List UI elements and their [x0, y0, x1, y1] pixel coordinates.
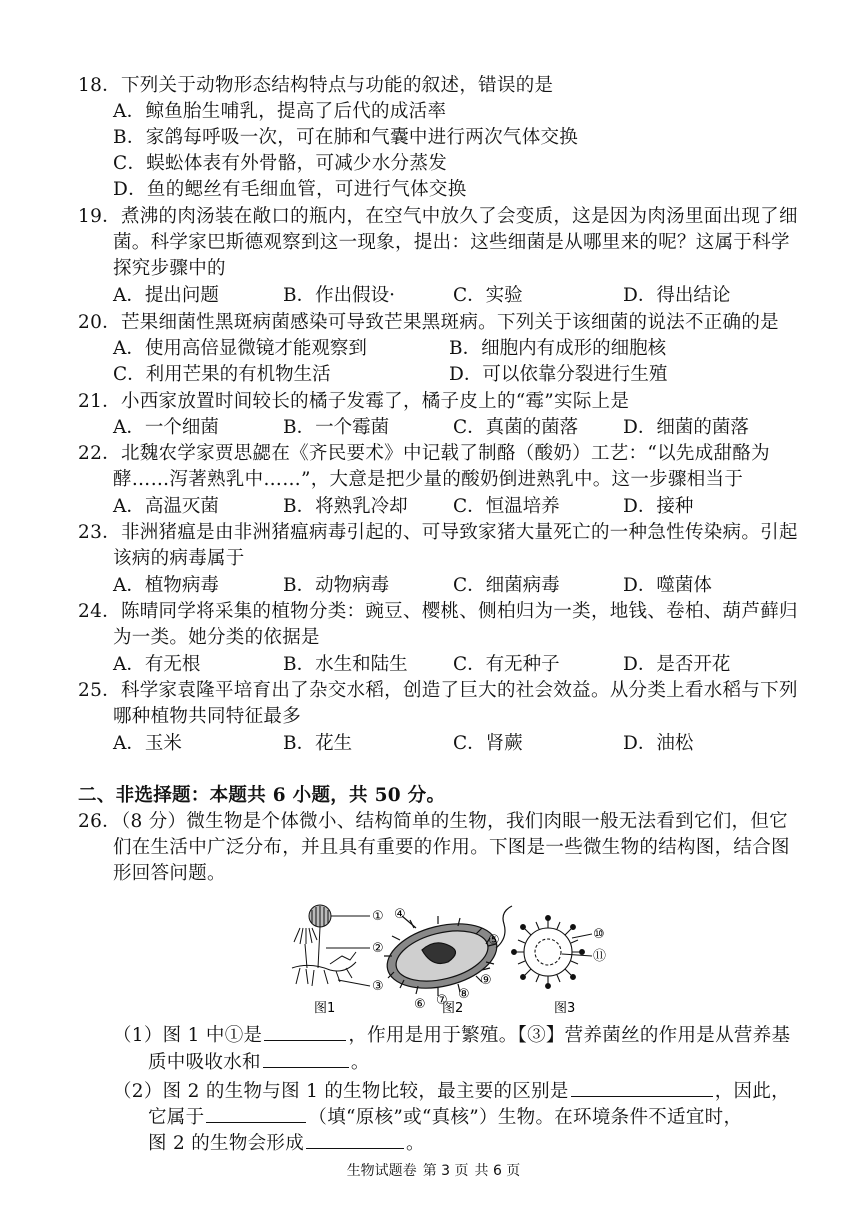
q25-options [113, 731, 793, 757]
q26-sub2-text-a: （2）图 2 的生物与图 1 的生物比较，最主要的区别是 [113, 1081, 569, 1102]
q24-option-b: B．水生和陆生 [283, 654, 408, 675]
q26-sub1-text-b: ，作用是用于繁殖。【③】营养菌丝的作用是从营养基 [348, 1025, 791, 1046]
answer-blank-3[interactable] [571, 1076, 713, 1097]
q25-option-a: A．玉米 [113, 733, 182, 754]
q26-sub1-text-a: （1）图 1 中①是 [113, 1025, 263, 1046]
q26-sub2-text-d: （填“原核”或“真核”）生物。在环境条件不适宜时， [308, 1107, 743, 1128]
marker-6: ⑥ [414, 997, 426, 1012]
q24-stem-line-1: 24．陈晴同学将采集的植物分类：豌豆、樱桃、侧柏归为一类，地钱、卷柏、葫芦藓归 [78, 601, 798, 622]
q26-stem-line-3: 形回答问题。 [113, 863, 226, 884]
q24-stem-line-2: 为一类。她分类的依据是 [113, 627, 320, 648]
marker-1: ① [372, 909, 384, 924]
q25-stem-line-2: 哪种植物共同特征最多 [113, 706, 302, 727]
marker-7: ⑦ [436, 993, 448, 1008]
figure-1-mold [292, 905, 370, 986]
marker-10: ⑩ [593, 927, 605, 942]
q19-stem-line-2: 菌。科学家巴斯德观察到这一现象，提出：这些细菌是从哪里来的呢？这属于科学 [113, 232, 790, 253]
q20-option-d: D．可以依靠分裂进行生殖 [449, 364, 668, 385]
marker-5: ⑤ [488, 933, 500, 948]
footer-subject: 生物试题卷 [346, 1163, 417, 1179]
q20-option-b: B．细胞内有成形的细胞核 [449, 338, 667, 359]
marker-8: ⑧ [458, 987, 470, 1002]
q23-option-c: C．细菌病毒 [453, 575, 560, 596]
q22-option-a: A．高温灭菌 [113, 496, 219, 517]
q19-option-a: A．提出问题 [113, 285, 219, 306]
q19-options [113, 283, 793, 309]
q19-stem-line-1: 19．煮沸的肉汤装在敞口的瓶内，在空气中放久了会变质，这是因为肉汤里面出现了细 [78, 206, 798, 227]
footer-total-pages: 共 6 页 [474, 1163, 521, 1179]
q20-option-a: A．使用高倍显微镜才能观察到 [113, 338, 367, 359]
q22-options [113, 494, 793, 520]
q25-option-c: C．肾蕨 [453, 733, 523, 754]
marker-11: ⑪ [593, 949, 607, 964]
q22-option-b: B．将熟乳冷却 [283, 496, 408, 517]
q21-options [113, 415, 793, 441]
q21-stem: 21．小西家放置时间较长的橘子发霉了，橘子皮上的“霉”实际上是 [78, 391, 630, 412]
q24-option-a: A．有无根 [113, 654, 201, 675]
q25-option-b: B．花生 [283, 733, 353, 754]
section-2-heading: 二、非选择题：本题共 6 小题，共 50 分。 [78, 785, 446, 806]
q24-option-c: C．有无种子 [453, 654, 560, 675]
q26-sub1-text-d: 。 [350, 1052, 370, 1073]
q26-stem-line-2: 们在生活中广泛分布，并且具有重要的作用。下图是一些微生物的结构图，结合图 [113, 837, 790, 858]
q24-options [113, 652, 793, 678]
q20-option-c: C．利用芒果的有机物生活 [113, 364, 331, 385]
q20-stem: 20．芒果细菌性黑斑病菌感染可导致芒果黑斑病。下列关于该细菌的说法不正确的是 [78, 312, 779, 333]
microorganism-figure [290, 898, 630, 1016]
marker-4: ④ [394, 907, 406, 922]
q23-stem-line-2: 该病的病毒属于 [113, 548, 245, 569]
page-footer [0, 1160, 867, 1180]
q26-stem-line-1: 26．（8 分）微生物是个体微小、结构简单的生物，我们肉眼一般无法看到它们，但它 [78, 811, 788, 832]
q20-options-row-1 [113, 336, 785, 362]
answer-blank-4[interactable] [206, 1102, 306, 1123]
q18-option-c: C．蜈蚣体表有外骨骼，可减少水分蒸发 [113, 153, 448, 174]
q23-option-b: B．动物病毒 [283, 575, 390, 596]
q25-stem-line-1: 25．科学家袁隆平培育出了杂交水稻，创造了巨大的社会效益。从分类上看水稻与下列 [78, 680, 798, 701]
q26-sub2-line-2 [148, 1102, 742, 1131]
q22-option-d: D．接种 [623, 496, 694, 517]
q26-sub2-line-1 [113, 1076, 790, 1105]
q21-option-d: D．细菌的菌落 [623, 417, 749, 438]
q19-stem-line-3: 探究步骤中的 [113, 258, 226, 279]
q26-sub1-text-c: 质中吸收水和 [148, 1052, 261, 1073]
q18-stem: 18．下列关于动物形态结构特点与功能的叙述，错误的是 [78, 75, 554, 96]
marker-9: ⑨ [480, 973, 492, 988]
figure-2-caption: 图2 [442, 1001, 464, 1016]
q22-stem-line-1: 22．北魏农学家贾思勰在《齐民要术》中记载了制酪（酸奶）工艺：“以先成甜酪为 [78, 443, 770, 464]
q21-option-b: B．一个霉菌 [283, 417, 390, 438]
q19-option-c: C．实验 [453, 285, 523, 306]
q23-option-d: D．噬菌体 [623, 575, 712, 596]
figure-3-virus [512, 916, 592, 989]
q20-options-row-2 [113, 362, 785, 388]
figure-3-caption: 图3 [554, 1001, 576, 1016]
answer-blank-1[interactable] [264, 1020, 346, 1041]
q25-option-d: D．油松 [623, 733, 694, 754]
q19-option-d: D．得出结论 [623, 285, 731, 306]
answer-blank-5[interactable] [306, 1128, 404, 1149]
q26-sub2-line-3 [148, 1128, 425, 1157]
footer-page-number: 第 3 页 [422, 1163, 469, 1179]
q23-option-a: A．植物病毒 [113, 575, 219, 596]
q26-sub2-text-f: 。 [406, 1133, 425, 1154]
q26-sub1-line-2 [148, 1047, 370, 1076]
q21-option-a: A．一个细菌 [113, 417, 219, 438]
q23-stem-line-1: 23．非洲猪瘟是由非洲猪瘟病毒引起的、可导致家猪大量死亡的一种急性传染病。引起 [78, 522, 798, 543]
q23-options [113, 573, 793, 599]
q18-option-b: B．家鸽每呼吸一次，可在肺和气囊中进行两次气体交换 [113, 127, 579, 148]
q21-option-c: C．真菌的菌落 [453, 417, 579, 438]
q18-option-a: A．鲸鱼胎生哺乳，提高了后代的成活率 [113, 101, 447, 122]
q26-sub2-text-c: 它属于 [148, 1107, 205, 1128]
q22-stem-line-2: 酵……泻著熟乳中……”，大意是把少量的酸奶倒进熟乳中。这一步骤相当于 [113, 469, 744, 490]
answer-blank-2[interactable] [263, 1047, 349, 1068]
marker-2: ② [372, 941, 384, 956]
q26-sub1-line-1 [113, 1020, 790, 1049]
q26-sub2-text-e: 图 2 的生物会形成 [148, 1133, 305, 1154]
marker-3: ③ [372, 979, 384, 994]
q18-option-d: D．鱼的鳃丝有毛细血管，可进行气体交换 [113, 179, 467, 200]
q19-option-b: B．作出假设· [283, 285, 395, 306]
q26-sub2-text-b: ，因此， [714, 1081, 790, 1102]
figure-1-caption: 图1 [314, 1001, 336, 1016]
q22-option-c: C．恒温培养 [453, 496, 560, 517]
q24-option-d: D．是否开花 [623, 654, 731, 675]
